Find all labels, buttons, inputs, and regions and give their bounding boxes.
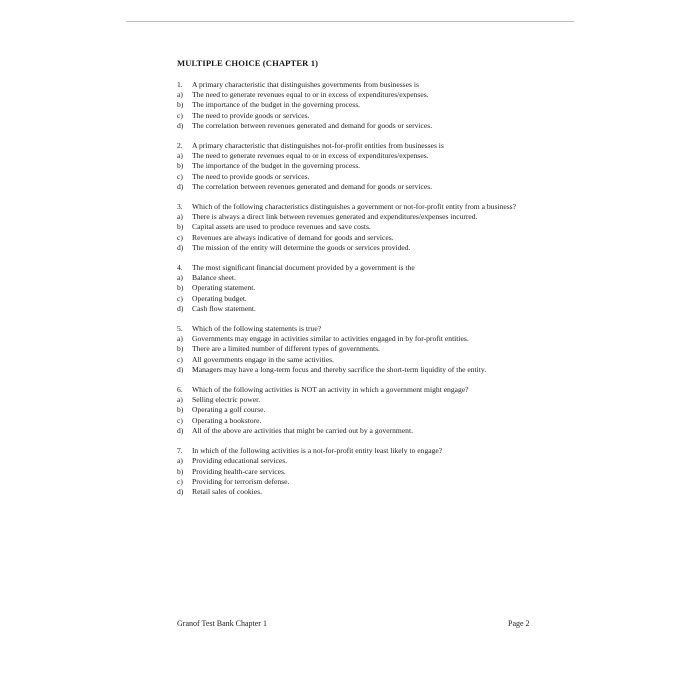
option-letter: a) [177,456,183,466]
question-text: A primary characteristic that distinguishes governments from businesses is [192,80,419,89]
option-text: There is always a direct link between revenues generated and expenditures/expenses incurred. [192,212,478,222]
option-letter: c) [177,293,183,303]
option-text: The need to generate revenues equal to or in excess of expenditures/expenses. [192,151,429,161]
option-letter: d) [177,303,184,313]
option-text: There are a limited number of different types of governments. [192,344,380,354]
answer-option [177,233,537,243]
option-list [177,456,537,497]
option-letter: d) [177,181,184,191]
answer-option [177,334,537,344]
option-text: Governments may engage in activities similar to activities engaged in by for-profit entities. [192,334,469,344]
option-letter: a) [177,212,183,222]
answer-option [177,90,537,100]
question-text: A primary characteristic that distinguishes not-for-profit entities from businesses is [192,141,444,151]
option-letter: a) [177,273,183,283]
answer-option [177,477,537,487]
option-letter: c) [177,232,183,242]
option-text: Providing for terrorism defense. [192,476,290,486]
answer-option [177,395,537,405]
question-stem [177,80,537,90]
option-letter: b) [177,283,184,293]
question-number: 7. [177,446,183,456]
option-text: Operating a bookstore. [192,415,262,425]
option-list [177,151,537,192]
answer-option [177,467,537,477]
answer-option [177,161,537,171]
option-list [177,334,537,375]
question-stem [177,263,537,273]
option-text: Operating budget. [192,293,247,303]
answer-option [177,100,537,110]
option-text: The importance of the budget in the governing process. [192,100,361,110]
option-letter: d) [177,364,184,374]
question-text: In which of the following activities is a not-for-profit entity least likely to engage? [192,446,443,456]
option-text: Revenues are always indicative of demand for goods and services. [192,232,394,242]
option-letter: c) [177,171,183,181]
option-text: Managers may have a long-term focus and thereby sacrifice the short-term liquidity of the entity. [192,364,487,374]
option-list [177,395,537,436]
question-stem [177,385,537,395]
answer-option [177,111,537,121]
question-number: 6. [177,385,183,395]
option-letter: d) [177,425,184,435]
option-letter: b) [177,466,184,476]
answer-option [177,172,537,182]
option-text: The mission of the entity will determine the goods or services provided. [192,242,411,252]
question-text: The most significant financial document provided by a government is the [192,263,415,273]
footer-left: Granof Test Bank Chapter 1 [177,619,267,628]
option-text: Providing health-care services. [192,466,286,476]
question-stem [177,446,537,456]
question-item [177,141,537,192]
option-letter: b) [177,405,184,415]
option-text: The need to provide goods or services. [192,110,310,120]
answer-option [177,222,537,232]
answer-option [177,121,537,131]
option-letter: a) [177,395,183,405]
option-text: The need to generate revenues equal to or in excess of expenditures/expenses. [192,90,429,100]
question-text: Which of the following statements is true? [192,324,322,334]
question-number: 3. [177,202,183,212]
question-text: Which of the following activities is NOT an activity in which a government might engage? [192,385,469,395]
option-text: Operating a golf course. [192,405,266,415]
answer-option [177,487,537,497]
option-text: All governments engage in the same activities. [192,354,334,364]
answer-option [177,283,537,293]
footer-page-number: Page 2 [508,619,530,628]
answer-option [177,212,537,222]
option-list [177,90,537,131]
option-text: Balance sheet. [192,273,236,283]
question-text: Which of the following characteristics distinguishes a government or not-for-profit entity from a business? [192,202,516,212]
answer-option [177,416,537,426]
answer-option [177,344,537,354]
option-text: Capital assets are used to produce revenues and save costs. [192,222,371,232]
question-number: 5. [177,324,183,334]
answer-option [177,304,537,314]
option-text: The correlation between revenues generated and demand for goods or services. [192,120,433,130]
question-list [177,80,537,497]
question-item [177,263,537,314]
question-stem [177,141,537,151]
question-item [177,385,537,436]
answer-option [177,151,537,161]
option-text: The importance of the budget in the governing process. [192,161,361,171]
option-letter: c) [177,476,183,486]
question-item [177,324,537,375]
answer-option [177,456,537,466]
question-stem [177,202,537,212]
option-letter: b) [177,222,184,232]
option-text: Providing educational services. [192,456,288,466]
answer-option [177,182,537,192]
option-letter: a) [177,151,183,161]
header-rule [126,21,574,22]
answer-option [177,273,537,283]
option-letter: b) [177,100,184,110]
answer-option [177,365,537,375]
answer-option [177,355,537,365]
question-item [177,80,537,131]
option-letter: d) [177,486,184,496]
option-letter: a) [177,334,183,344]
option-letter: d) [177,242,184,252]
question-item [177,446,537,497]
option-list [177,212,537,253]
option-letter: b) [177,161,184,171]
answer-option [177,243,537,253]
question-number: 2. [177,141,183,151]
option-list [177,273,537,314]
option-text: Retail sales of cookies. [192,486,263,496]
option-letter: b) [177,344,184,354]
option-letter: c) [177,110,183,120]
answer-option [177,294,537,304]
option-text: The correlation between revenues generated and demand for goods or services. [192,181,433,191]
answer-option [177,405,537,415]
question-number: 4. [177,263,183,273]
answer-option [177,426,537,436]
page-content [177,58,537,507]
option-letter: c) [177,415,183,425]
option-letter: a) [177,90,183,100]
option-letter: d) [177,120,184,130]
question-number: 1. [177,80,183,89]
option-text: Selling electric power. [192,395,261,405]
option-letter: c) [177,354,183,364]
option-text: Cash flow statement. [192,303,256,313]
section-title: MULTIPLE CHOICE (CHAPTER 1) [177,58,319,68]
option-text: The need to provide goods or services. [192,171,310,181]
question-stem [177,324,537,334]
question-item [177,202,537,253]
option-text: Operating statement. [192,283,256,293]
option-text: All of the above are activities that might be carried out by a government. [192,425,413,435]
